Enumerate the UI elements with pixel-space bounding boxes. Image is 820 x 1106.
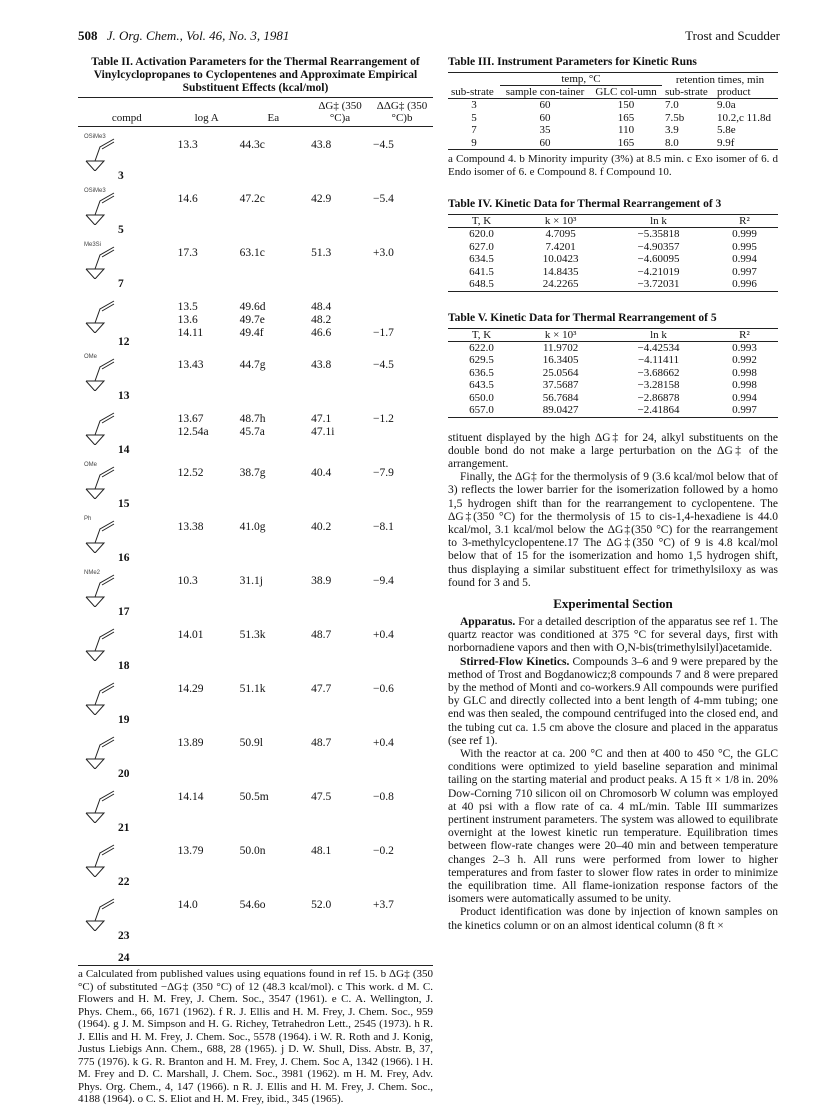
- ddg-cell: +0.4: [373, 629, 394, 641]
- table-cell: 60: [539, 99, 551, 111]
- table2-title: Activation Parameters for the Thermal Rearrangement of Vinylcyclopropanes to Cyclopentenes and Approximate Empirical Substituent Effects (kcal/mol): [93, 56, 420, 94]
- compound-cell: [78, 563, 176, 617]
- ea-cell: 49.6d 49.7e 49.4f: [239, 301, 266, 339]
- table-cell: 634.5: [469, 253, 494, 265]
- table-cell: 14.8435: [542, 265, 579, 278]
- ddg-cell: −5.4: [373, 193, 394, 205]
- table-cell: 165: [617, 136, 635, 149]
- table-cell: 3.9: [665, 124, 679, 136]
- table-cell: 89.0427: [542, 404, 579, 416]
- paragraph-3-text: For a detailed description of the apparatus see ref 1. The quartz reactor was conditioned at 375 °C for several days, first with norbornadiene vapors and then with O,N-bis(trimethylsilyl)acetamide.: [448, 615, 779, 655]
- table-cell: 0.992: [732, 354, 757, 366]
- table-cell: 0.995: [732, 240, 757, 253]
- body-paragraph-4: [448, 656, 778, 748]
- ea-cell: 31.1j: [239, 575, 263, 587]
- table-cell: 0.998: [732, 379, 757, 391]
- structure-drawing: [80, 235, 174, 289]
- structure-drawing: [80, 671, 174, 725]
- t4-h-t: T, K: [471, 215, 492, 227]
- table4-row: [448, 253, 778, 266]
- table-cell: 0.999: [732, 228, 757, 240]
- table3-row: [448, 112, 778, 125]
- table-cell: 650.0: [469, 391, 494, 404]
- compound-cell: [78, 289, 176, 347]
- table2-row: [78, 235, 433, 289]
- table-cell: 0.993: [732, 341, 757, 354]
- table-cell: 11.9702: [542, 341, 579, 354]
- dg-cell: 48.4 48.2 46.6: [311, 301, 332, 339]
- substituent-label: Ph: [84, 516, 92, 522]
- table-cell: 648.5: [469, 278, 494, 290]
- table4-rule: [448, 291, 778, 292]
- dg-cell: 40.4: [311, 467, 332, 479]
- ddg-cell: −0.8: [373, 791, 394, 803]
- t5-h-k: k × 10³: [544, 328, 577, 341]
- table-cell: 25.0564: [542, 366, 579, 379]
- table-cell: 0.997: [732, 404, 757, 416]
- table3: [448, 72, 778, 149]
- th-ddg: ΔΔG‡ (350 °C)b: [376, 100, 428, 124]
- structure-drawing: [80, 289, 174, 347]
- table2-row: [78, 941, 433, 963]
- table2-row: [78, 127, 433, 182]
- table2-row: [78, 509, 433, 563]
- table3-footnotes: a Compound 4. b Minority impurity (3%) at 8.5 min. c Exo isomer of 6. d Endo isomer of 6. e Compound 8. f Compound 10.: [448, 153, 778, 178]
- th-ea: Ea: [267, 112, 280, 124]
- ea-cell: 44.7g: [239, 359, 266, 371]
- body-paragraph-6: Product identification was done by injection of known samples on the kinetics column or on an almost identical column (8 ft ×: [448, 906, 778, 932]
- right-column: [448, 56, 778, 933]
- table-cell: 24.2265: [542, 278, 579, 290]
- run-in-head-kinetics: Stirred-Flow Kinetics.: [460, 655, 570, 668]
- log-a-cell: 13.79: [177, 845, 204, 857]
- table2-number: Table II.: [91, 56, 134, 68]
- compound-number: 5: [118, 224, 124, 236]
- log-a-cell: 13.43: [177, 359, 204, 371]
- t5-h-t: T, K: [471, 328, 492, 341]
- ea-cell: 50.0n: [239, 845, 266, 857]
- table-cell: 5.8e: [717, 124, 736, 136]
- table-cell: −3.72031: [637, 278, 680, 290]
- structure-drawing: [80, 563, 174, 617]
- run-in-head-apparatus: Apparatus.: [460, 615, 516, 628]
- log-a-cell: 14.29: [177, 683, 204, 695]
- dg-cell: 42.9: [311, 193, 332, 205]
- table-cell: −4.42534: [637, 341, 680, 354]
- ddg-cell: −0.2: [373, 845, 394, 857]
- table-cell: 165: [617, 111, 635, 124]
- table-cell: 636.5: [469, 366, 494, 379]
- table-cell: 60: [539, 111, 551, 124]
- ea-cell: 50.9l: [239, 737, 263, 749]
- table5-row: [448, 404, 778, 417]
- table3-body: [448, 99, 778, 150]
- table2-body: [78, 127, 433, 964]
- compound-cell: [78, 347, 176, 401]
- ea-cell: 38.7g: [239, 467, 266, 479]
- structure-drawing: [80, 347, 174, 401]
- table5-rule: [448, 417, 778, 418]
- table-cell: −4.90357: [637, 240, 680, 253]
- compound-cell: [78, 401, 176, 455]
- ea-cell: 51.3k: [239, 629, 266, 641]
- log-a-cell: 14.6: [177, 193, 198, 205]
- structure-drawing: [80, 509, 174, 563]
- table5-caption: Table V. Kinetic Data for Thermal Rearrangement of 5: [448, 311, 717, 324]
- log-a-cell: 14.0: [177, 899, 198, 911]
- table-cell: 0.996: [732, 278, 757, 290]
- log-a-cell: 12.52: [177, 467, 204, 479]
- compound-number: 19: [118, 714, 130, 726]
- table-cell: 620.0: [469, 228, 494, 240]
- ea-cell: 50.5m: [239, 791, 269, 803]
- table-cell: 3: [471, 99, 477, 111]
- compound-cell: [78, 671, 176, 725]
- log-a-cell: 14.14: [177, 791, 204, 803]
- table-cell: 629.5: [469, 354, 494, 366]
- table2-row: [78, 455, 433, 509]
- dg-cell: 43.8: [311, 139, 332, 151]
- compound-number: 12: [118, 336, 130, 348]
- compound-number: 18: [118, 660, 130, 672]
- dg-cell: 47.1 47.1i: [311, 413, 335, 438]
- structure-drawing: [80, 127, 174, 181]
- dg-cell: [309, 941, 371, 963]
- compound-number: 14: [118, 444, 130, 456]
- compound-number: 16: [118, 552, 130, 564]
- ddg-cell: −8.1: [373, 521, 394, 533]
- section-heading: Experimental Section: [553, 595, 673, 611]
- t4-h-lnk: ln k: [650, 215, 667, 227]
- table5-row: [448, 392, 778, 405]
- table5-body: [448, 341, 778, 417]
- cyclopropane-structure-icon: [80, 725, 156, 769]
- t3-h-ret-substrate: sub-strate: [665, 86, 708, 98]
- table-cell: −3.28158: [637, 379, 680, 391]
- ddg-cell: −7.9: [373, 467, 394, 479]
- table-cell: −2.86878: [637, 391, 680, 404]
- cyclopropane-structure-icon: [80, 671, 156, 715]
- t5-h-r2: R²: [739, 328, 750, 341]
- table-cell: 56.7684: [542, 391, 579, 404]
- ddg-cell: −0.6: [373, 683, 394, 695]
- compound-number: 21: [118, 822, 130, 834]
- substituent-label: Me3Si: [84, 242, 102, 248]
- table-cell: 37.5687: [542, 379, 579, 391]
- cyclopropane-structure-icon: [80, 887, 156, 931]
- t3-h-column: GLC col-umn: [595, 86, 657, 98]
- table-cell: 10.2,c 11.8d: [717, 111, 771, 124]
- t4-h-r2: R²: [739, 215, 750, 227]
- body-paragraph-1: stituent displayed by the high ΔG‡ for 24, alkyl substituents on the double bond do not make a large perturbation on the ΔG‡ of the arrangement.: [448, 431, 778, 470]
- ddg-cell: +0.4: [373, 737, 394, 749]
- table2-footnotes: a Calculated from published values using equations found in ref 15. b ΔG‡ (350 °C) of substituted −ΔG‡ (350 °C) of 12 (48.3 kcal/mol). c This work. d M. C. Flowers and H. M. Frey, J. Chem. Soc., 3547 (1961). e C. A. Wellington, J. Phys. Chem., 66, 1671 (1962). f R. J. Ellis and H. M. Frey, J. Chem. Soc., 959 (1964). g J. M. Simpson and H. G. Richey, Tetrahedron Lett., 2545 (1973). h R. J. Ellis and H. M. Frey, J. Chem. Soc., 5578 (1964). i W. R. Roth and J. Konig, Justus Liebigs Ann. Chem., 688, 28 (1965). j D. W. Shull, Diss. Abstr. B, 37, 775 (1976). k G. R. Branton and H. M. Frey, J. Chem. Soc A, 1342 (1966). l H. M. Frey and D. C. Marshall, J. Chem. Soc., 3981 (1962). m H. M. Frey, Adv. Phys. Org. Chem., 4, 147 (1966). n R. J. Ellis and H. M. Frey, J. Chem. Soc., 4188 (1964). o C. S. Eliot and H. M. Frey, ibid., 345 (1965).: [78, 968, 433, 1105]
- dg-cell: 48.7: [311, 629, 332, 641]
- dg-cell: 48.7: [311, 737, 332, 749]
- table-cell: 622.0: [469, 341, 494, 354]
- structure-drawing: [80, 725, 174, 779]
- compound-cell: [78, 941, 176, 963]
- compound-cell: [78, 725, 176, 779]
- ea-cell: 47.2c: [239, 193, 265, 205]
- ddg-cell: +3.7: [373, 899, 394, 911]
- table4-row: [448, 228, 778, 241]
- ea-cell: [238, 941, 309, 963]
- table-cell: 10.0423: [542, 253, 579, 265]
- table5-row: [448, 341, 778, 354]
- t3-h-container: sample con-tainer: [505, 86, 585, 98]
- log-a-cell: 13.5 13.6 14.11: [177, 301, 204, 339]
- ea-cell: 54.6o: [239, 899, 266, 911]
- table2-rule: [78, 965, 433, 966]
- compound-cell: [78, 181, 176, 235]
- table-cell: −4.11411: [637, 354, 680, 366]
- table2-row: [78, 401, 433, 455]
- table2-row: [78, 181, 433, 235]
- log-a-cell: 10.3: [177, 575, 198, 587]
- cyclopropane-structure-icon: [80, 617, 156, 661]
- compound-number: 24: [118, 952, 130, 964]
- table-cell: 0.994: [732, 253, 757, 265]
- t4-h-k: k × 10³: [544, 215, 577, 227]
- log-a-cell: [176, 941, 238, 963]
- dg-cell: 51.3: [311, 247, 332, 259]
- table3-caption: Table III. Instrument Parameters for Kinetic Runs: [448, 56, 697, 68]
- table-cell: 0.997: [732, 265, 757, 278]
- ddg-cell: −4.5: [373, 139, 394, 151]
- table3-row: [448, 124, 778, 137]
- table2-row: [78, 671, 433, 725]
- compound-number: 17: [118, 606, 130, 618]
- structure-drawing: [80, 833, 174, 887]
- journal-citation: J. Org. Chem., Vol. 46, No. 3, 1981: [106, 28, 290, 43]
- cyclopropane-structure-icon: [80, 779, 156, 823]
- th-dg: ΔG‡ (350 °C)a: [318, 100, 362, 124]
- compound-number: 22: [118, 876, 130, 888]
- structure-drawing: [80, 887, 174, 941]
- table2-row: [78, 725, 433, 779]
- table2: [78, 97, 433, 963]
- page-number: 508: [78, 28, 98, 43]
- dg-cell: 47.5: [311, 791, 332, 803]
- table2-row: [78, 347, 433, 401]
- body-paragraph-2: Finally, the ΔG‡ for the thermolysis of 9 (3.6 kcal/mol below that of 3) reflects the lower barrier for the isomerization followed by a homo 1,5 hydrogen shift than for the rearrangement to cyclopentene. The ΔG‡(350 °C) for the thermolysis of 15 to cis-1,4-hexadiene is 44.0 kcal/mol, 3.1 kcal/mol below the ΔG‡(350 °C) for the rearrangement to 3-methylcyclopentene.17 The ΔG‡(350 °C) of 9 is 4.8 kcal/mol below that of 15 for the isomerization and homo 1,5 hydrogen shift, thus displaying a similar substituent effect for trimethylsiloxy as was found for 3 and 5.: [448, 471, 778, 589]
- cyclopropane-structure-icon: [80, 509, 156, 553]
- structure-drawing: [80, 401, 174, 455]
- table2-row: [78, 833, 433, 887]
- table-cell: 7.4201: [545, 240, 576, 253]
- compound-cell: [78, 235, 176, 289]
- ea-cell: 44.3c: [239, 139, 265, 151]
- dg-cell: 40.2: [311, 521, 332, 533]
- paragraph-4-text: Compounds 3–6 and 9 were prepared by the method of Trost and Bogdanowicz;8 compounds 7 and 8 were prepared by the method of Monti and co-workers.9 All compounds were purified by GLC and directly collected into a bent length of 4-mm tubing; one end was then sealed, the compound centrifuged into the closed end, and the tubing cut ca. 1.5 cm above the closure and placed in the apparatus (see ref 1).: [448, 655, 779, 747]
- table-cell: 657.0: [469, 404, 494, 416]
- running-header: [78, 28, 780, 46]
- body-paragraph-5: With the reactor at ca. 200 °C and then at 400 to 450 °C, the GLC conditions were optimized to yield baseline separation and minimal tailing on the starting material and product peaks. A 15 ft × 1/8 in. 20% Dow-Corning 710 silicon oil on Chromosorb W column was employed at 40 psi with a flow rate of ca. 4 mL/min. Table III summarizes pertinent instrument parameters. The system was allowed to equilibrate overnight at the lowest kinetic run temperature. Equilibration times between flow-rate changes were 20–40 min and between temperature changes 2–3 h. All runs were performed from lower to higher temperatures and from faster to slower flow rates in order to minimize the equilibration time. All flame-ionization response factors of the isomers were automatically assumed to be unity.: [448, 747, 778, 906]
- substituent-label: OSiMe3: [84, 188, 106, 194]
- table5-row: [448, 379, 778, 392]
- table-cell: −4.60095: [637, 253, 680, 265]
- table-cell: 7.5b: [665, 111, 685, 124]
- substituent-label: OSiMe3: [84, 134, 106, 140]
- compound-cell: [78, 455, 176, 509]
- dg-cell: 48.1: [311, 845, 332, 857]
- ddg-cell: −1.7: [373, 327, 394, 339]
- table-cell: 60: [539, 136, 551, 149]
- table-cell: 0.994: [732, 391, 757, 404]
- log-a-cell: 13.3: [177, 139, 198, 151]
- substituent-label: OMe: [84, 354, 98, 360]
- running-authors: Trost and Scudder: [685, 28, 780, 43]
- ea-cell: 48.7h 45.7a: [239, 413, 266, 438]
- table-cell: 35: [539, 124, 551, 136]
- compound-number: 7: [118, 278, 124, 290]
- table4-caption: Table IV. Kinetic Data for Thermal Rearrangement of 3: [448, 198, 722, 210]
- table-cell: 9.0a: [717, 99, 736, 111]
- table-cell: −4.21019: [637, 265, 680, 278]
- ddg-cell: −9.4: [373, 575, 394, 587]
- table2-caption: [78, 56, 433, 95]
- table5-row: [448, 367, 778, 380]
- table2-row: [78, 563, 433, 617]
- structure-drawing: [80, 455, 174, 509]
- th-compd: compd: [111, 112, 142, 124]
- table4-row: [448, 266, 778, 279]
- compound-number: 23: [118, 930, 130, 942]
- table-cell: −3.68662: [637, 366, 680, 379]
- cyclopropane-structure-icon: [80, 289, 156, 333]
- ddg-cell: [371, 941, 433, 963]
- table-cell: 0.998: [732, 366, 757, 379]
- table-cell: 8.0: [665, 136, 679, 149]
- cyclopropane-structure-icon: [80, 401, 156, 445]
- compound-cell: [78, 617, 176, 671]
- table3-rule: [448, 149, 778, 150]
- ddg-cell: −1.2: [373, 413, 394, 425]
- dg-cell: 38.9: [311, 575, 332, 587]
- compound-cell: [78, 833, 176, 887]
- structure-drawing: [80, 941, 174, 963]
- ddg-cell: +3.0: [373, 247, 394, 259]
- t3-h-product: product: [717, 86, 751, 98]
- ea-cell: 41.0g: [239, 521, 266, 533]
- substituent-label: OMe: [84, 462, 98, 468]
- compound-cell: [78, 509, 176, 563]
- table3-row: [448, 99, 778, 112]
- body-paragraph-3: [448, 616, 778, 656]
- table2-row: [78, 289, 433, 347]
- table2-row: [78, 617, 433, 671]
- compound-cell: [78, 779, 176, 833]
- left-column: [78, 56, 433, 1106]
- table-cell: 16.3405: [542, 354, 579, 366]
- ea-cell: 51.1k: [239, 683, 266, 695]
- table-cell: 643.5: [469, 379, 494, 391]
- table-cell: 9.9f: [717, 136, 735, 149]
- t3-h-substrate: sub-strate: [451, 86, 494, 98]
- log-a-cell: 14.01: [177, 629, 204, 641]
- log-a-cell: 13.67 12.54a: [177, 413, 209, 438]
- log-a-cell: 17.3: [177, 247, 198, 259]
- table-cell: 7: [471, 124, 477, 136]
- table-cell: 627.0: [469, 240, 494, 253]
- dg-cell: 43.8: [311, 359, 332, 371]
- table-cell: −5.35818: [637, 228, 680, 240]
- log-a-cell: 13.89: [177, 737, 204, 749]
- compound-cell: [78, 127, 176, 182]
- dg-cell: 52.0: [311, 899, 332, 911]
- structure-drawing: [80, 779, 174, 833]
- structure-drawing: [80, 181, 174, 235]
- cyclopropane-structure-icon: [80, 833, 156, 877]
- table-cell: 641.5: [469, 265, 494, 278]
- table-cell: −2.41864: [637, 404, 680, 416]
- ea-cell: 63.1c: [239, 247, 265, 259]
- substituent-label: NMe2: [84, 570, 101, 576]
- compound-number: 15: [118, 498, 130, 510]
- compound-number: 13: [118, 390, 130, 402]
- table2-row: [78, 887, 433, 941]
- structure-drawing: [80, 617, 174, 671]
- dg-cell: 47.7: [311, 683, 332, 695]
- table4-row: [448, 278, 778, 291]
- table5-row: [448, 354, 778, 367]
- table4: [448, 214, 778, 291]
- ddg-cell: −4.5: [373, 359, 394, 371]
- compound-number: 20: [118, 768, 130, 780]
- th-loga: log A: [194, 112, 219, 124]
- table-cell: 9: [471, 136, 477, 149]
- table4-row: [448, 241, 778, 254]
- table-cell: 7.0: [665, 99, 679, 111]
- log-a-cell: 13.38: [177, 521, 204, 533]
- table-cell: 4.7095: [545, 228, 576, 240]
- table-cell: 150: [617, 99, 635, 111]
- compound-cell: [78, 887, 176, 941]
- table-cell: 110: [618, 124, 635, 136]
- t5-h-lnk: ln k: [650, 328, 667, 341]
- compound-number: 3: [118, 170, 124, 182]
- table-cell: 5: [471, 111, 477, 124]
- table3-group-retention: retention times, min: [675, 73, 765, 86]
- table3-row: [448, 137, 778, 150]
- table5: [448, 328, 778, 417]
- table3-group-temp: temp, °C: [500, 73, 662, 86]
- table4-body: [448, 228, 778, 291]
- table2-row: [78, 779, 433, 833]
